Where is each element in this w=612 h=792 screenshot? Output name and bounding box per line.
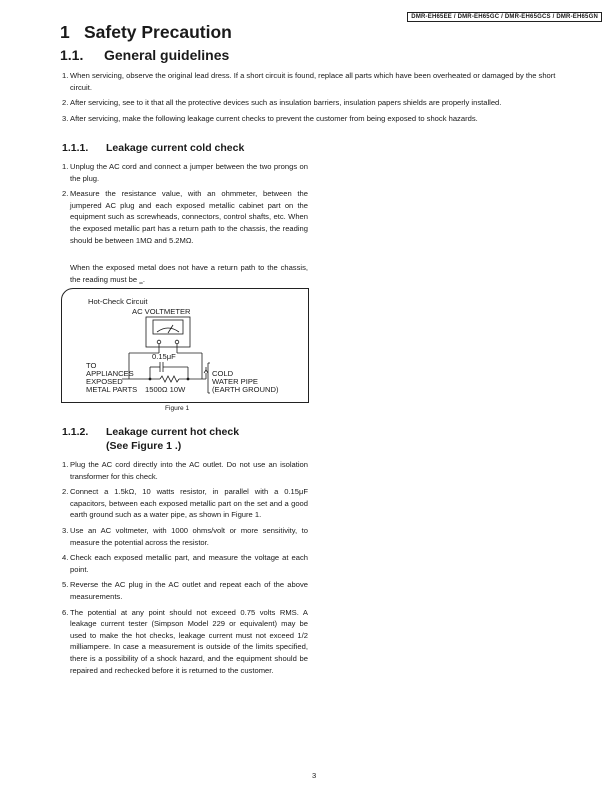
right-label-line: (EARTH GROUND) [212,385,279,394]
general-guidelines-title: General guidelines [104,47,230,63]
list-item: 2. After servicing, see to it that all the protective devices such as insulation barriers, insulation papers shields are properly installed. [62,98,502,108]
hot-check-subtitle: (See Figure 1 .) [106,440,182,452]
resistor-label: 1500Ω 10W [145,385,186,394]
hot-check-number: 1.1.2. [62,426,89,438]
list-item: 1. Plug the AC cord directly into the AC outlet. Do not use an isolation transformer for this check. [62,460,308,481]
voltmeter-label: AC VOLTMETER [132,307,191,316]
general-guidelines-heading [60,47,229,63]
capacitor-label: 0.15μF [152,352,176,361]
general-guidelines-list [62,70,578,128]
page-number: 3 [312,771,317,780]
cold-check-note: When the exposed metal does not have a return path to the chassis, the reading must be $_\infty$. [70,263,308,287]
section-title: Safety Precaution [84,22,232,42]
circuit-title: Hot-Check Circuit [88,297,148,306]
list-item: 6. The potential at any point should not exceed 0.75 volts RMS. A leakage current tester (Simpson Model 229 or equivalent) may be used to make the hot checks, leakage current must not exceed 1/2 milliampere. In case a measurement is outside of the limits specified, there is a possibility of a shock hazard, and the equipment should be repaired and rechecked before it is returned to the customer. [62,607,308,675]
cold-check-title: Leakage current cold check [106,142,245,154]
ground-bracket [208,363,210,393]
right-label-line: COLD [212,369,234,378]
left-label-line: EXPOSED [86,377,123,386]
list-item: 1. When servicing, observe the original lead dress. If a short circuit is found, replace all parts which have been overheated or damaged by the short circuit. [62,71,556,92]
infinity-symbol: ∞ [139,280,143,287]
voltmeter-icon [146,317,190,347]
left-label-line: APPLIANCES [86,369,134,378]
cold-check-heading [62,141,244,155]
left-label-line: METAL PARTS [86,385,138,394]
list-item: 3. After servicing, make the following leakage current checks to prevent the customer from being exposed to shock hazards. [62,113,478,123]
model-numbers-header: DMR-EH65EE / DMR-EH65GC / DMR-EH65GCS / DMR-EH65GN [407,12,602,22]
section-number: 1 [60,22,70,42]
cold-check-number: 1.1.1. [62,142,89,154]
hot-check-list [62,459,308,680]
right-label-line: WATER PIPE [212,377,258,386]
left-label-line: TO [86,361,97,370]
hot-check-circuit-diagram [61,288,309,403]
figure-caption: Figure 1 [165,405,190,412]
section-heading [60,22,232,43]
list-item: 3. Use an AC voltmeter, with 1000 ohms/volt or more sensitivity, to measure the potential across the resistor. [62,525,308,547]
list-item: 4. Check each exposed metallic part, and measure the voltage at each point. [62,553,308,574]
cold-check-list [62,161,308,250]
list-item: 2. Measure the resistance value, with an ohmmeter, between the jumpered AC plug and each exposed metallic cabinet part on the equipment such as screwheads, connectors, control shafts, etc. When the exposed metallic part has a return path to the chassis, the reading should be between 1MΩ and 5.2MΩ. [62,189,308,245]
list-item: 5. Reverse the AC plug in the AC outlet and repeat each of the above measurements. [62,580,308,601]
general-guidelines-number: 1.1. [60,47,84,63]
list-item: 1. Unplug the AC cord and connect a jumper between the two prongs on the plug. [62,162,308,183]
list-item: 2. Connect a 1.5kΩ, 10 watts resistor, in parallel with a 0.15μF capacitors, between each exposed metallic part on the set and a good earth ground such as a water pipe, as shown in Figure 1. [62,487,308,520]
hot-check-title: Leakage current hot check [106,426,240,438]
hot-check-heading [62,425,239,453]
circuit-wiring [122,344,208,382]
